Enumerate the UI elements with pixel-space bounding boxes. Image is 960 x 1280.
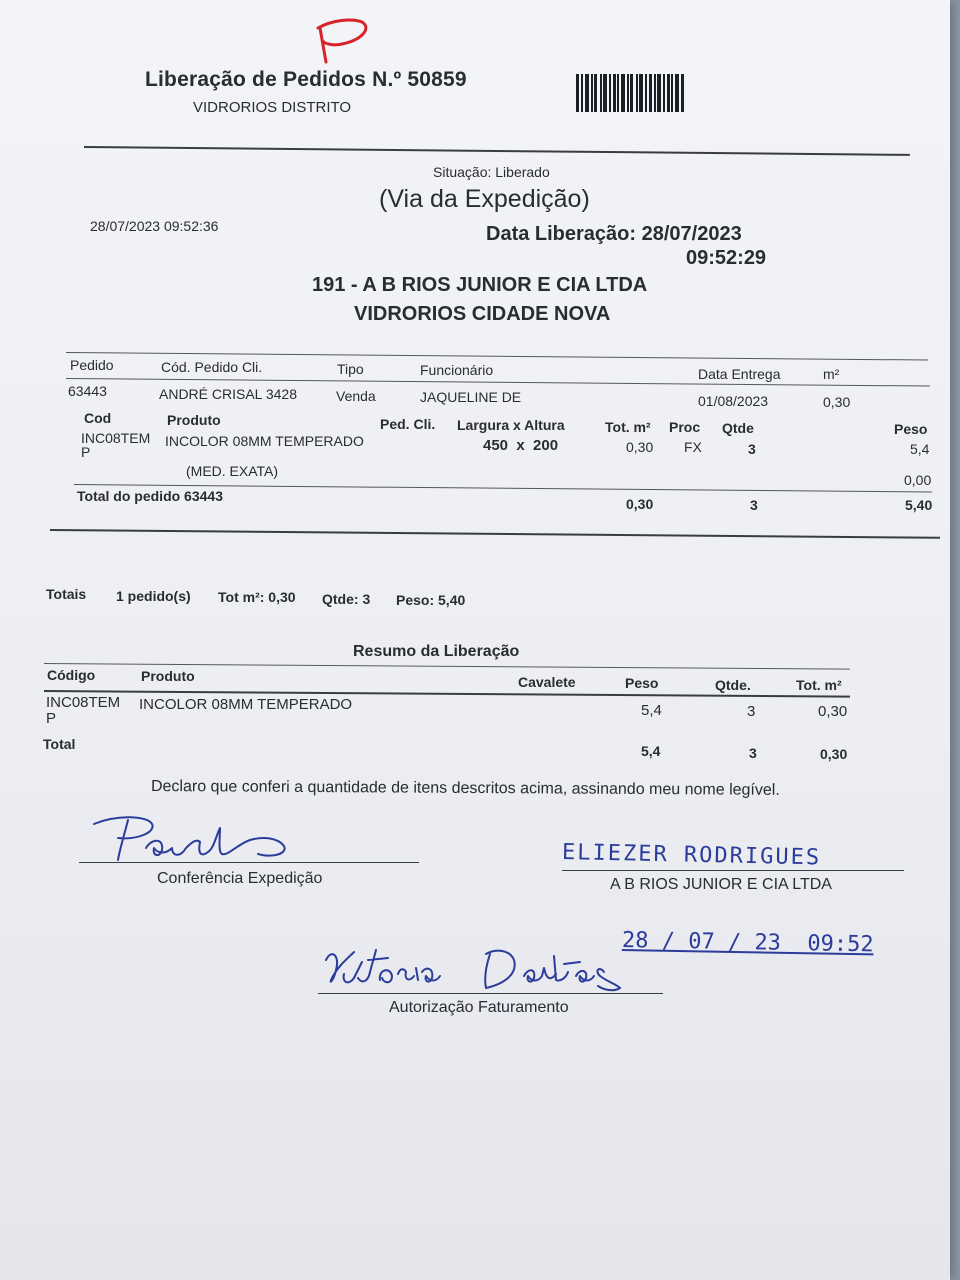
resumo-col-peso: Peso [625,675,659,691]
col-tot-m2: Tot. m² [605,419,651,435]
col-tipo: Tipo [337,361,364,377]
col-proc: Proc [669,419,701,435]
col-peso: Peso [894,421,928,437]
col-cod-pedido-cli: Cód. Pedido Cli. [161,359,263,375]
totals-label: Totais [46,586,87,602]
client-signature-label: A B RIOS JUNIOR E CIA LTDA [610,876,832,893]
item-dimensions: 450 x 200 [483,437,559,454]
item-produto: INCOLOR 08MM TEMPERADO [165,433,364,449]
total-pedido-qtde: 3 [750,497,758,513]
signature-paulo [88,808,298,868]
item-tot-m2: 0,30 [626,439,654,455]
declaration-text: Declaro que conferi a quantidade de itens descritos acima, assinando meu nome legível. [150,778,780,799]
m2-value: 0,30 [823,394,851,410]
data-liberacao: Data Liberação: 28/07/2023 [486,223,742,245]
resumo-qtde: 3 [747,703,756,720]
item-note-peso: 0,00 [904,472,932,488]
resumo-col-codigo: Código [47,667,96,683]
table-bottom-line [50,529,940,539]
item-proc: FX [684,439,702,455]
resumo-produto: INCOLOR 08MM TEMPERADO [139,696,353,713]
situacao: Situação: Liberado [433,164,550,180]
barcode [576,74,720,112]
resumo-total-peso: 5,4 [641,743,661,759]
client-handwritten-name: ELIEZER RODRIGUES [561,840,822,871]
col-m2: m² [823,366,840,382]
data-liberacao-time: 09:52:29 [686,247,767,269]
signature-vitoria-dantas [318,938,638,998]
resumo-total-m2: 0,30 [820,746,848,762]
resumo-col-tot-m2: Tot. m² [796,677,842,693]
col-ped-cli: Ped. Cli. [380,416,436,432]
col-largura-altura: Largura x Altura [457,417,565,433]
resumo-title: Resumo da Liberação [353,643,520,660]
handwritten-date: 28 / 07 / 23 09:52 [621,928,874,958]
cod-pedido-cli-value: ANDRÉ CRISAL 3428 [159,386,297,402]
col-data-entrega: Data Entrega [698,366,781,382]
client-branch: VIDRORIOS CIDADE NOVA [354,303,611,325]
resumo-col-qtde: Qtde. [715,677,751,693]
document-title: Liberação de Pedidos N.º 50859 [145,68,467,91]
resumo-peso: 5,4 [641,702,662,719]
resumo-total-qtde: 3 [749,745,757,761]
resumo-codigo-line2: P [46,710,57,727]
item-peso: 5,4 [910,441,930,457]
total-pedido-peso: 5,40 [905,497,933,513]
item-note: (MED. EXATA) [186,463,279,479]
resumo-tot-m2: 0,30 [818,703,848,720]
header-divider [84,146,910,156]
item-qtde: 3 [748,441,756,457]
tipo-value: Venda [336,388,376,404]
item-cod-line2: P [81,444,91,460]
autorizacao-label: Autorização Faturamento [389,999,569,1016]
col-produto: Produto [167,412,221,428]
totals-qtde: Qtde: 3 [322,591,371,607]
company-subtitle: VIDRORIOS DISTRITO [193,99,352,116]
conferencia-signature-line [79,862,419,863]
col-funcionario: Funcionário [420,362,494,378]
totals-pedidos: 1 pedido(s) [116,588,191,604]
item-cod-line1: INC08TEM [81,430,151,446]
resumo-col-cavalete: Cavalete [518,674,576,690]
autorizacao-signature-line [318,993,663,994]
data-entrega-value: 01/08/2023 [698,393,769,409]
col-qtde: Qtde [722,420,754,436]
via-expedicao: (Via da Expedição) [379,185,590,213]
totals-peso: Peso: 5,40 [396,592,466,608]
resumo-col-produto: Produto [141,668,195,684]
funcionario-value: JAQUELINE DE [420,389,522,405]
conferencia-label: Conferência Expedição [157,870,323,887]
client-name: 191 - A B RIOS JUNIOR E CIA LTDA [312,274,648,296]
client-signature-line [562,870,904,871]
resumo-total-label: Total [43,736,76,752]
totals-m2: Tot m²: 0,30 [218,589,296,605]
total-pedido-m2: 0,30 [626,496,654,512]
red-p-mark [312,14,382,66]
printed-timestamp: 28/07/2023 09:52:36 [90,218,219,234]
col-cod: Cod [84,410,112,426]
resumo-codigo-line1: INC08TEM [46,694,121,711]
col-pedido: Pedido [70,357,114,373]
total-pedido-label: Total do pedido 63443 [77,488,223,504]
pedido-value: 63443 [68,383,107,399]
